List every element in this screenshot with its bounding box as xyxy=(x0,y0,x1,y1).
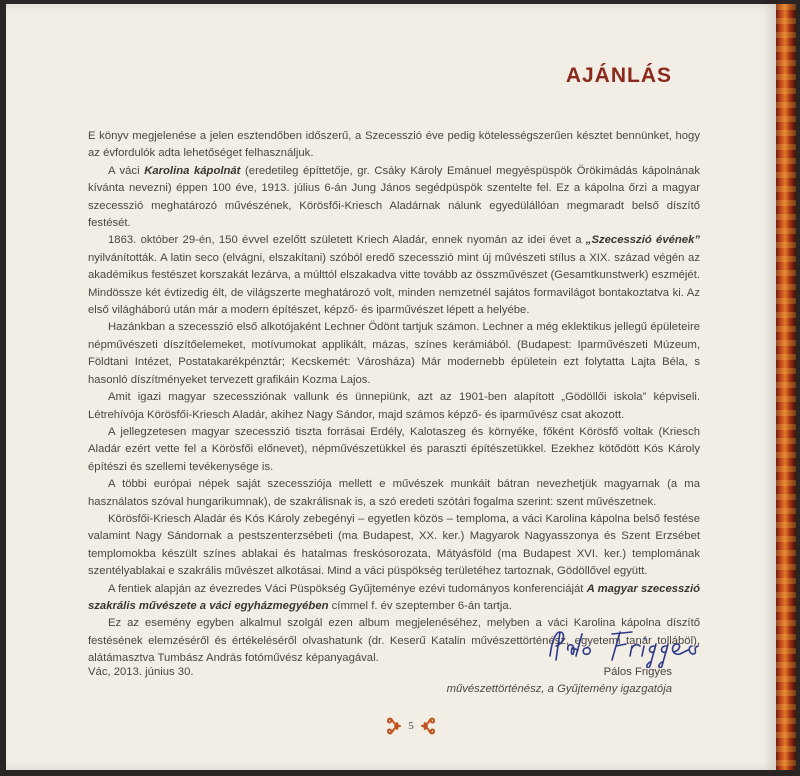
body-text xyxy=(88,128,700,668)
paragraph: A váci Karolina kápolnát (eredetileg építtetője, gr. Csáky Károly Emánuel megyéspüspök Örökimádás kápolnának kívánta nevezni) éppen 100 éve, 1913. július 6-án Jung János segédpüspök szentelte fel. Ez a kápolna őrzi a magyar szecesszió meghatározó művészének, Körösfői-Kriesch Aladárnak nálunk egyedülállóan megmaradt belső díszítő festését. xyxy=(88,164,700,230)
signer-role: művészettörténész, a Gyűjtemény igazgatója xyxy=(446,683,672,695)
paragraph: Amit igazi magyar szecessziónak vallunk és ünnepiünk, azt az 1901-ben alapított „Gödöllői iskola” képviseli. Létrehívója Körösfői-Kriesch Aladár, akihez Nagy Sándor, majd számos képző- és iparművész csat akozott. xyxy=(88,391,700,421)
paragraph: E könyv megjelenése a jelen esztendőben időszerű, a Szecesszió éve pedig kötelességszerűen késztet bennünket, hogy az évfordulók adta lehetőséget felhasználjuk. xyxy=(88,130,700,160)
paragraph: A jellegzetesen magyar szecesszió tiszta forrásai Erdély, Kalotaszeg és környéke, főként Körösfő voltak (Kriesch Aladár ezért vette fel a Körösfői előnevet), népművészetükkel és paraszti építészetükkel. Ezekhez kötődött Kós Károly építészi és szellemi tevékenysége is. xyxy=(88,425,700,473)
signature-block xyxy=(447,634,672,698)
left-ornament-icon xyxy=(386,717,402,735)
paragraph: A fentiek alapján az évezredes Váci Püspökség Gyűjteménye ezévi tudományos konferenciáját A magyar szecesszió szakrális művészete a váci egyházmegyében címmel f. év szeptember 6-án tartja. xyxy=(88,582,700,612)
paragraph: Ez az esemény egyben alkalmul szolgál ezen album megjelenéséhez, melyben a váci Karolina kápolna díszítő festésének elemzéséről és értékeléséről olvashatunk (dr. Keserű Katalin művészettörténész, egyetemi tanár tolláböl), alátámasztva Tumbász András fotóművész képanyagával. xyxy=(88,617,700,665)
page-footer xyxy=(376,714,446,738)
page-number: 5 xyxy=(408,720,414,732)
right-ornament-icon xyxy=(420,717,436,735)
paragraph: Hazánkban a szecesszió első alkotójaként Lechner Ödönt tartjuk számon. Lechner a még eklektikus jellegű épületeire népművészeti díszítőelemeket, motívumokat applikált, mázas, színes kerámiából. (Budapest: Iparművészeti Múzeum, Földtani Intézet, Postatakarékpénztár; Kecskemét: Városháza) Már modernebb épületein ezt folytatta Lajta Béla, s hasonló díszítményeket tervezett grafikáin Kozma Lajos. xyxy=(88,321,700,386)
page-heading: AJÁNLÁS xyxy=(565,64,672,87)
paragraph: Körösfői-Kriesch Aladár és Kós Károly zebegényi – egyetlen közös – temploma, a váci Karolina kápolna belső festése valamint Nagy Sándornak a pestszenterzsébeti (ma Budapest, XX. ker.) Magyarok Nagyasszonya és Szent Erzsébet templomokba készült színes ablakai és hatalmas freskósorozata, Mátyásföld (ma Budapest XVI. ker.) templomának szentélyablakai e szakrális művészet alkotásai. Mind a váci püspökség területéhez tartoznak, Gödöllővel együtt. xyxy=(88,512,700,578)
paragraph: A többi európai népek saját szecessziója mellett e művészek munkáit bátran nevezhetjük magyarnak (a ma használatos szóval hungarikumnak), de szakrálisnak is, a szó eredeti szótári fogalma szerint: szent művészetnek. xyxy=(88,478,700,508)
book-spine-edge xyxy=(776,4,796,770)
paragraph: 1863. október 29-én, 150 évvel ezelőtt született Kriech Aladár, ennek nyomán az idei évet a „Szecesszió évének” nyilvánították. A latin seco (elvágni, elszakítani) szóból eredő szecesszió mint új művészeti stílus a XIX. század végén az akadémikus festészet korszakát lezárva, a múlttól elszakadva vitte tovább az összművészet (Gesamtkunstwerk) eszméjét. Mindössze két évtizedig élt, de világszerte meghatározó volt, minden nemzetnél sajátos formavilágot bontakoztatva ki. Az első világháború után már a modern építészet, képző- és iparművészet lépett a helyébe. xyxy=(88,234,700,317)
signer-name: Pálos Frigyes xyxy=(603,666,672,678)
book-page xyxy=(6,4,776,770)
date-line: Vác, 2013. június 30. xyxy=(88,666,194,678)
handwritten-signature xyxy=(542,626,712,668)
